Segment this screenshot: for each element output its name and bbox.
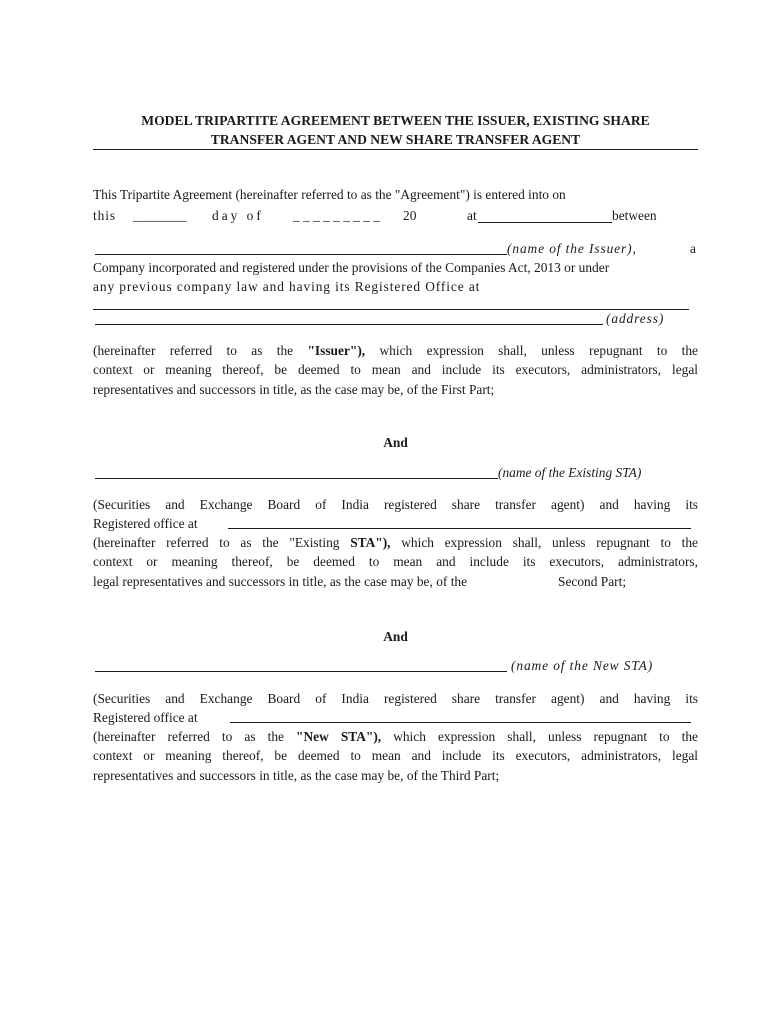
issuer-para-line-1: (hereinafter referred to as the "Issuer"), which expression shall, unless repugnant to the bbox=[93, 343, 699, 358]
intro-at: at bbox=[467, 208, 477, 223]
issuer-name-label: (name of the Issuer), bbox=[507, 241, 637, 256]
issuer-name-blank bbox=[95, 254, 507, 255]
new-sta-name-blank bbox=[95, 671, 507, 672]
intro-day-of: day of bbox=[212, 208, 264, 223]
intro-this: this bbox=[93, 208, 116, 223]
new-sta-line-5: representatives and successors in title, as the case may be, of the Third Part; bbox=[93, 768, 500, 783]
document-title bbox=[93, 111, 698, 149]
new-sta-line-1: (Securities and Exchange Board of India registered share transfer agent) and having its bbox=[93, 691, 698, 706]
new-sta-line-4: context or meaning thereof, be deemed to mean and include its executors, administrators, legal bbox=[93, 748, 698, 763]
existing-sta-line-2: Registered office at bbox=[93, 516, 198, 531]
month-blank: _ _ _ _ _ _ _ _ _ bbox=[293, 208, 381, 223]
place-blank bbox=[478, 222, 612, 223]
issuer-address-blank-2 bbox=[95, 324, 603, 325]
intro-between: between bbox=[612, 208, 657, 223]
issuer-address-label: (address) bbox=[606, 311, 665, 326]
new-sta-line-2: Registered office at bbox=[93, 710, 198, 725]
existing-sta-line-5b: Second Part; bbox=[558, 574, 627, 589]
issuer-address-blank-1 bbox=[93, 309, 689, 310]
intro-line-1: This Tripartite Agreement (hereinafter referred to as the "Agreement") is entered into on bbox=[93, 187, 566, 202]
issuer-a: a bbox=[690, 241, 696, 256]
intro-year: 20 bbox=[403, 208, 417, 223]
and-heading-1: And bbox=[383, 435, 408, 450]
existing-sta-office-blank bbox=[228, 528, 691, 529]
issuer-para-line-2: context or meaning thereof, be deemed to mean and include its executors, administrators, legal bbox=[93, 362, 698, 377]
issuer-line-3: any previous company law and having its Registered Office at bbox=[93, 279, 481, 294]
existing-sta-name-label: (name of the Existing STA) bbox=[498, 465, 642, 480]
existing-sta-line-1: (Securities and Exchange Board of India registered share transfer agent) and having its bbox=[93, 497, 698, 512]
issuer-para-line-3: representatives and successors in title, as the case may be, of the First Part; bbox=[93, 382, 495, 397]
existing-sta-name-blank bbox=[95, 478, 498, 479]
issuer-line-2: Company incorporated and registered under the provisions of the Companies Act, 2013 or under bbox=[93, 260, 610, 275]
day-blank: ________ bbox=[133, 208, 187, 223]
and-heading-2: And bbox=[383, 629, 408, 644]
new-sta-office-blank bbox=[230, 722, 691, 723]
existing-sta-line-5a: legal representatives and successors in title, as the case may be, of the bbox=[93, 574, 468, 589]
existing-sta-line-4: context or meaning thereof, be deemed to mean and include its executors, administrators, bbox=[93, 554, 698, 569]
title-underline bbox=[93, 149, 698, 150]
title-line-1: MODEL TRIPARTITE AGREEMENT BETWEEN THE ISSUER, EXISTING SHARE bbox=[141, 113, 650, 128]
existing-sta-line-3: (hereinafter referred to as the "Existing STA"), which expression shall, unless repugnant to the bbox=[93, 535, 699, 550]
new-sta-line-3: (hereinafter referred to as the "New STA"), which expression shall, unless repugnant to the bbox=[93, 729, 698, 744]
title-line-2: TRANSFER AGENT AND NEW SHARE TRANSFER AGENT bbox=[210, 132, 581, 147]
new-sta-name-label: (name of the New STA) bbox=[511, 658, 654, 673]
